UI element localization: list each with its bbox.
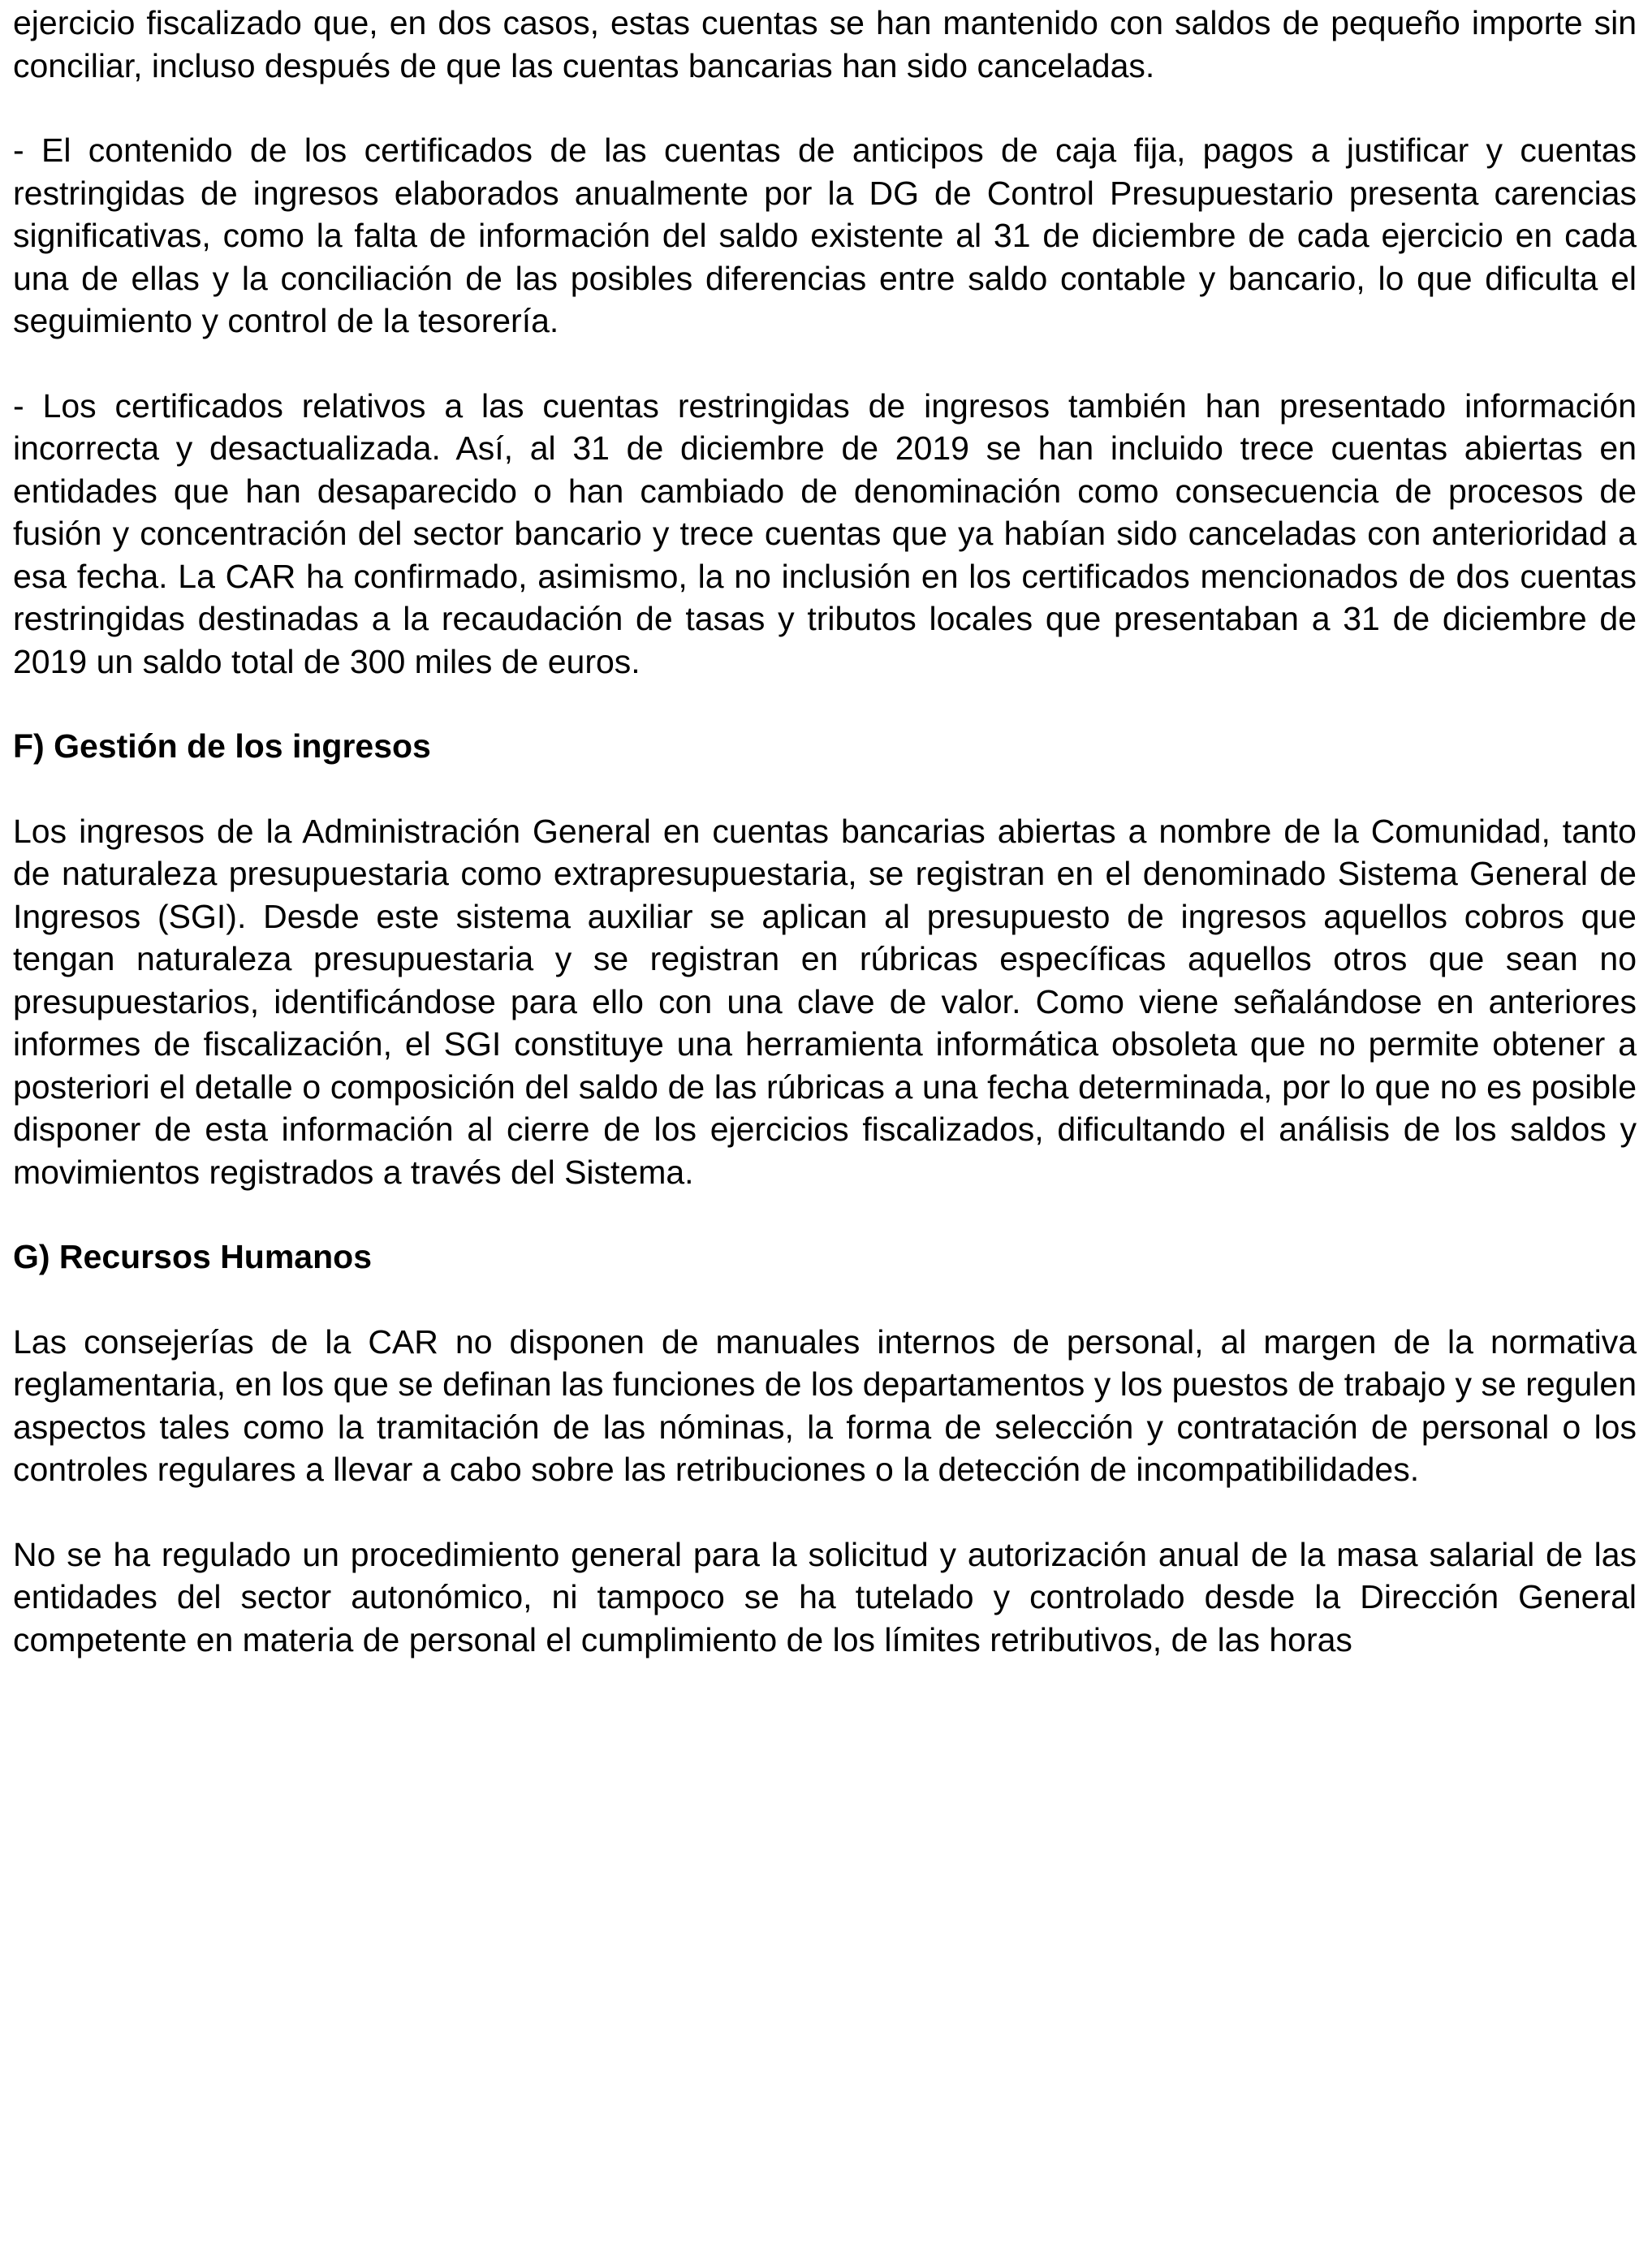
paragraph-salary-mass: No se ha regulado un procedimiento general para la solicitud y autorización anual de la masa salarial de las entidades del sector autonómico, ni tampoco se ha tutelado y controlado desde la Dirección General competente en materia de personal el cumplimiento de los límites retributivos, de las horas <box>13 1535 1637 1658</box>
paragraph-income-management: Los ingresos de la Administración General en cuentas bancarias abiertas a nombre de la Comunidad, tanto de naturaleza presupuestaria como extrapresupuestaria, se registran en el denominado Sistema General de Ingresos (SGI). Desde este sistema auxiliar se aplican al presupuesto de ingresos aquellos cobros que tengan naturaleza presupuestaria y se registran en rúbricas específicas aquellos otros que sean no presupuestarios, identificándose para ello con una clave de valor. Como viene señalándose en anteriores informes de fiscalización, el SGI constituye una herramienta informática obsoleta que no permite obtener a posteriori el detalle o composición del saldo de las rúbricas a una fecha determinada, por lo que no es posible disponer de esta información al cierre de los ejercicios fiscalizados, dificultando el análisis de los saldos y movimientos registrados a través del Sistema. <box>13 812 1637 1191</box>
section-heading-income-management: F) Gestión de los ingresos <box>13 727 431 765</box>
document-page <box>13 2 1637 1661</box>
section-heading-human-resources: G) Recursos Humanos <box>13 1238 372 1275</box>
paragraph-certificates-incorrect: - Los certificados relativos a las cuentas restringidas de ingresos también han presentado información incorrecta y desactualizada. Así, al 31 de diciembre de 2019 se han incluido trece cuentas abiertas en entidades que han desaparecido o han cambiado de denominación como consecuencia de procesos de fusión y concentración del sector bancario y trece cuentas que ya habían sido canceladas con anterioridad a esa fecha. La CAR ha confirmado, asimismo, la no inclusión en los certificados mencionados de dos cuentas restringidas destinadas a la recaudación de tasas y tributos locales que presentaban a 31 de diciembre de 2019 un saldo total de 300 miles de euros. <box>13 386 1637 680</box>
paragraph-accounts-reconciliation: ejercicio fiscalizado que, en dos casos, estas cuentas se han mantenido con saldos de pequeño importe sin conciliar, incluso después de que las cuentas bancarias han sido canceladas. <box>13 4 1637 84</box>
paragraph-personnel-manuals: Las consejerías de la CAR no disponen de manuales internos de personal, al margen de la normativa reglamentaria, en los que se definan las funciones de los departamentos y los puestos de trabajo y se regulen aspectos tales como la tramitación de las nóminas, la forma de selección y contratación de personal o los controles regulares a llevar a cabo sobre las retribuciones o la detección de incompatibilidades. <box>13 1322 1637 1488</box>
paragraph-certificates-content: - El contenido de los certificados de las cuentas de anticipos de caja fija, pagos a justificar y cuentas restringidas de ingresos elaborados anualmente por la DG de Control Presupuestario presenta carencias significativas, como la falta de información del saldo existente al 31 de diciembre de cada ejercicio en cada una de ellas y la conciliación de las posibles diferencias entre saldo contable y bancario, lo que dificulta el seguimiento y control de la tesorería. <box>13 132 1637 339</box>
